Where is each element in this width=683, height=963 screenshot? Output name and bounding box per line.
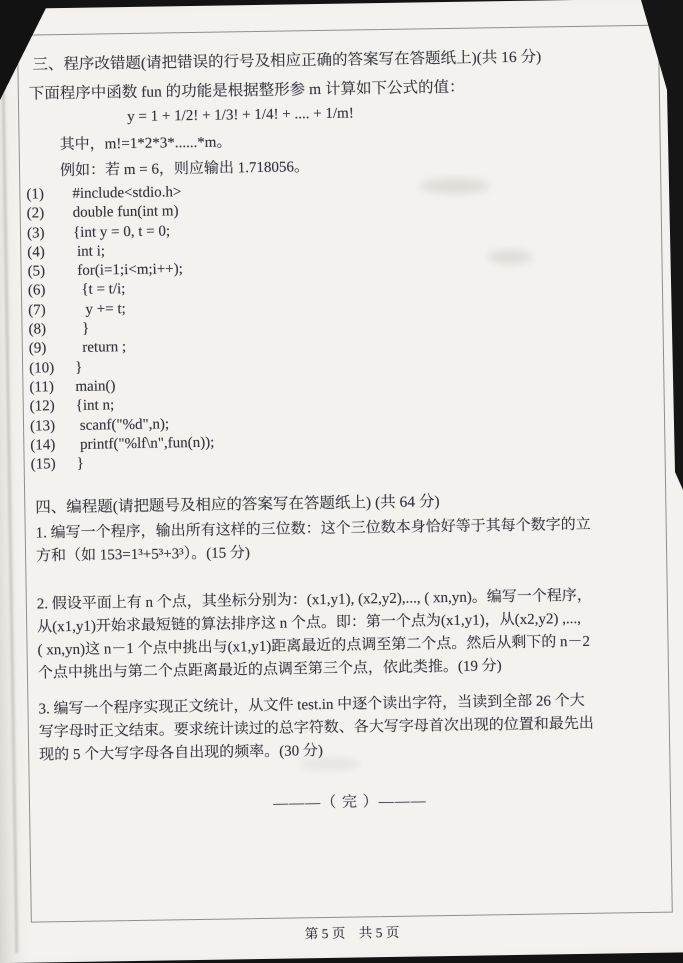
code-line-number: (7)	[28, 302, 46, 319]
code-line-text: return ;	[74, 339, 127, 357]
end-of-paper-marker: ———（ 完 ）———	[273, 793, 427, 813]
page-footer: 第 5 页 共 5 页	[304, 924, 400, 942]
code-line-text: {int y = 0, t = 0;	[72, 222, 171, 241]
code-line-number: (2)	[26, 205, 45, 222]
scan-smudge	[300, 758, 360, 770]
question-2-line: 从(x1,y1)开始求最短链的算法排序这 n 个点。即：第一个点为(x1,y1)，从(x2,y2) ,...,	[37, 611, 582, 636]
scan-smudge	[488, 250, 532, 264]
question-3-line: 3. 编写一个程序实现正文统计，从文件 test.in 中逐个读出字符，当读到全部 26 个大	[38, 693, 585, 718]
code-line-text: y += t;	[74, 300, 126, 318]
question-1-line: 方和（如 153=1³+5³+3³）。(15 分)	[35, 545, 251, 565]
question-2-line: ( xn,yn)这 n－1 个点中挑出与(x1,y1)距离最近的点调至第二个点。然后从剩下的 n－2	[37, 634, 591, 659]
scan-smudge	[420, 178, 490, 194]
code-line-number: (3)	[26, 224, 45, 242]
code-line-number: (14)	[30, 437, 56, 454]
code-line-text: }	[76, 455, 84, 473]
section4-heading: 四、编程题(请把题号及相应的答案写在答题纸上) (共 64 分)	[35, 493, 440, 517]
code-line-number: (10)	[29, 359, 55, 377]
question-1	[36, 513, 661, 569]
formula-line: y = 1 + 1/2! + 1/3! + 1/4! + .... + 1/m!	[127, 105, 354, 126]
code-line-number: (11)	[29, 379, 55, 396]
section3-intro: 下面程序中函数 fun 的功能是根据整形参 m 计算如下公式的值：	[28, 78, 465, 103]
code-line-number: (13)	[29, 417, 56, 435]
code-line-number: (4)	[27, 244, 45, 261]
question-3	[38, 689, 663, 768]
code-line-number: (9)	[28, 340, 47, 357]
code-line-text: scanf("%d",n);	[75, 415, 170, 434]
code-line-text: {int n;	[75, 397, 115, 415]
code-line-text: printf("%lf\n",fun(n));	[76, 434, 215, 453]
page-border-frame	[17, 25, 673, 923]
question-3-line: 现的 5 个大写字母各自出现的频率。(30 分)	[39, 743, 324, 764]
code-line-text: main()	[75, 378, 116, 395]
code-line-number: (8)	[28, 321, 47, 338]
question-2	[37, 584, 662, 686]
code-listing	[26, 177, 658, 476]
code-line-number: (12)	[29, 398, 55, 415]
code-line-text: }	[74, 320, 90, 337]
code-line-number: (1)	[26, 186, 45, 203]
code-line-text: }	[75, 359, 83, 376]
code-line-number: (15)	[30, 456, 56, 473]
section3-heading: 三、程序改错题(请把错误的行号及相应正确的答案写在答题纸上)(共 16 分)	[32, 48, 542, 74]
code-line-text: int i;	[73, 243, 106, 260]
scan-left-shadow-stripe	[1, 49, 18, 953]
code-line-text: for(i=1;i<m;i++);	[73, 261, 183, 280]
question-1-line: 1. 编写一个程序，输出所有这样的三位数：这个三位数本身恰好等于其每个数字的立	[35, 517, 591, 542]
code-line-number: (6)	[27, 282, 46, 300]
code-line-text: #include<stdio.h>	[72, 184, 182, 202]
question-3-line: 写字母时正文结束。要求统计读过的总字符数、各大写字母首次出现的位置和最先出	[38, 716, 594, 741]
question-2-line: 个点中挑出与第二个点距离最近的点调至第三个点，依此类推。(19 分)	[37, 658, 502, 682]
code-line-number: (5)	[27, 263, 46, 280]
code-line-text: {t = t/i;	[73, 281, 126, 299]
question-2-line: 2. 假设平面上有 n 个点，其坐标分别为：(x1,y1), (x2,y2),..., ( xn,yn)。编写一个程序，	[36, 588, 592, 613]
code-line-text: double fun(int m)	[72, 203, 179, 222]
example-note: 例如：若 m = 6，则应输出 1.718056。	[59, 159, 310, 180]
factorial-note: 其中，m!=1*2*3*......*m。	[59, 134, 232, 154]
